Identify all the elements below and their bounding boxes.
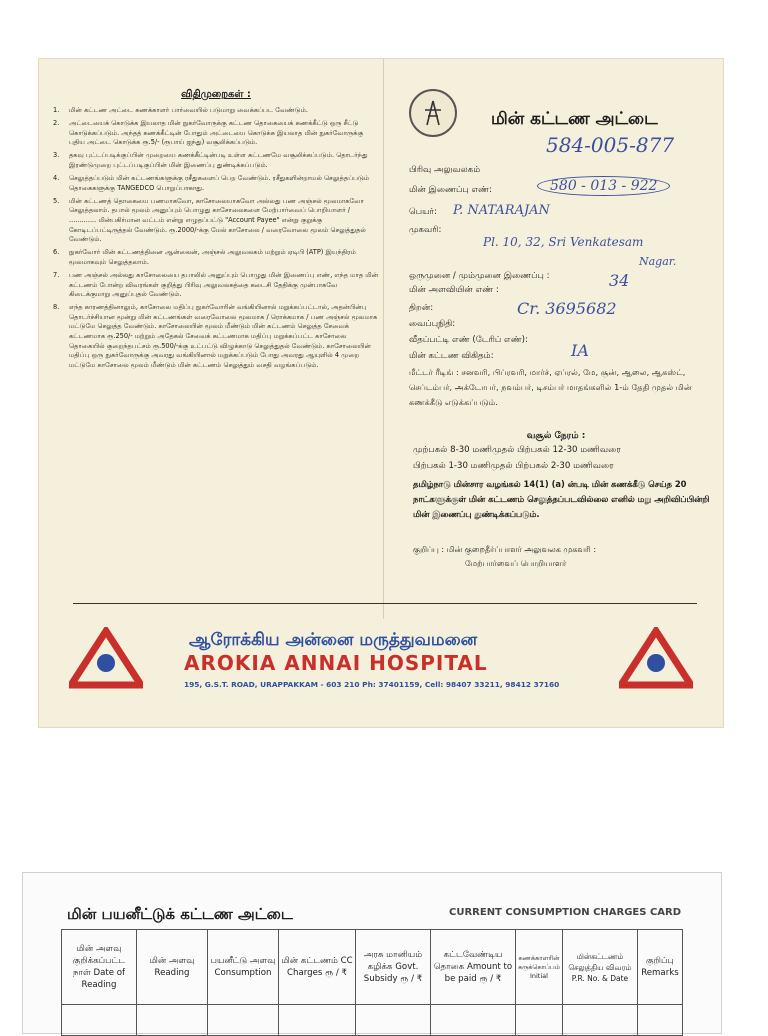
connection-number-handwritten: 580 - 013 - 922 [537,176,670,196]
card-title: மின் கட்டண அட்டை [491,109,658,129]
column-header: மின்கட்டணம் செலுத்திய விவரம் P.R. No. & Date [562,930,637,1005]
collection-hours-line-1: முற்பகல் 8-30 மணிமுதல் பிற்பகல் 12-30 மணிவரை [413,445,621,455]
collection-hours-line-2: பிற்பகல் 1-30 மணிமுதல் பிற்பகல் 2-30 மணிவரை [413,461,614,471]
rule-item: 8. எந்த காரணத்தினாலும், காசோலை மதிப்பு நுகர்வோரின் வங்கியினால் மறுக்கப்பட்டால், அதன்பின்பு தொடர்ச்சியான மூன்று மின் கட்டணங்கள் வரைவோலை மூலமாக / ரொக்கமாக / பண அஞ்சல் மூலமாக மட்டுமே செலுத்த வேண்டும். காசோலையின் மூலம் மீண்டும் மின் கட்டணம் செலுத்த சேவைக் கட்டணமாக ரூ.250/- மற்றும் அதேகல் சேவைக் கட்டணமாக மதிப்பு மறுக்கப்பட்ட காசோலை தொகையில் குறைந்தபட்சம் ரூ.500/-க்கு உட்பட்டு விழுக்காடு செலுத்துதல் வேண்டும். காசோலையின் மதிப்பு ஒரு நுகர்வோருக்கு அவரது வங்கியினால் மறுக்கப்படும் போது அவரது ஆயுளில் 4 முறை மட்டுமே காசோலை மூலம் மீண்டும் மின் கட்டணம் செலுத்தும் வசதி வழங்கப்படும். [53,303,378,369]
connection-number-label: மின் இணைப்பு எண்: [409,185,493,195]
column-header: பயனீட்டு அளவு Consumption [208,930,279,1005]
rule-item: 5. மின் கட்டணத் தொகையை பணமாகவோ, காசோலையாகவோ அல்லது பண அஞ்சல் மூலமாகவோ செலுத்தலாம். தபால் மூலம் அனுப்பும் பொழுது காசோலைகளை மேற்பார்வைப் பொறியாளர் / ............. மின்பகிர்மான வட்டம் என்று எழுதப்பட்டு "Account Payee" என்று குறுக்கு கோடிடப்பட்டிருத்தல் வேண்டும். ரூ.2000/-க்கு மேல் காசோலை / வரைவோலை மூலம் செலுத்துதல் வேண்டும். [53,196,366,244]
rule-item: 4. செலுத்தப்படும் மின் கட்டணங்களுக்கு ரசீதுகளைப் பெற வேண்டும். ரசீதுகளின்றாமல் செலுத்தப்படும் தொகைகளுக்கு TANGEDCO பொறுப்பாகாது. [53,174,370,192]
name-label: பெயர்: [409,207,437,217]
rules-list [53,106,379,370]
rule-item: 7. பண அஞ்சல் அல்லது காசோலையை தபாலில் அனுப்பும் பொழுது மின் இணைப்பு எண், எந்த மாத மின் கட்டணம் போன்ற விவரங்கள் குறித்து பிரிவு அலுவலகத்தை கடைசி தேதிக்கு முன்பாகவே கிடைக்குமாறு அனுப்புதல் வேண்டும். [53,270,379,299]
disconnection-notice: தமிழ்நாடு மின்சார வழங்கல் 14(1) (a) ன்படி மின் கணக்கீடு செய்த 20 நாட்களுக்குள் மின் கட்டணம் செலுத்தப்படவில்லை எனில் மறு அறிவிப்பின்றி மின் இணைப்பு துண்டிக்கப்படும். [413,479,710,519]
column-header: கட்டவேண்டிய தொகை Amount to be paid ரூ / ₹ [431,930,516,1005]
meter-number-handwritten: 34 [609,271,630,290]
address-handwritten-line-2: Nagar. [639,255,677,268]
meter-number-label: மின் அளவியின் எண் : [409,285,499,295]
phase-label: ஒருமுனை / மும்முனை இணைப்பு : [409,271,550,281]
table-header-row [62,930,683,1005]
column-header: அரசு மானியம் கழிக்க Govt. Subsidy ரூ / ₹ [356,930,431,1005]
tangedco-logo-icon [409,89,457,137]
charges-table [61,929,683,1036]
column-header: மின் அளவு Reading [137,930,208,1005]
column-header: மின் அளவு குறிக்கப்பட்ட நாள் Date of Reading [62,930,137,1005]
name-handwritten: P. NATARAJAN [453,203,550,218]
table-row [62,1005,683,1036]
charges-card-title-tamil: மின் பயனீட்டுக் கட்டண அட்டை [67,905,293,923]
card-fold [383,59,384,619]
tariff-handwritten: IA [571,341,589,360]
rules-panel [53,89,379,374]
rules-title: விதிமுறைகள் : [181,89,251,100]
hospital-name-english: AROKIA ANNAI HOSPITAL [184,651,488,675]
address-handwritten-line-1: Pl. 10, 32, Sri Venkatesam [483,235,644,249]
tariff-label: மின் கட்டண விகிதம்: [409,351,494,361]
grievance-contact: குறிப்பு : மின் குறைதீர்ப்பாளர் அலுவலக முகவரி : மேற்பார்வைப் பொறியாளர் [413,545,597,568]
meter-reading-months-note: மீட்டர் ரீடிங் : சனவரி, பிப்ரவரி, மார்ச், ஏப்ரல், மே, சூன், ஆலை, ஆகஸ்ட், செப்டம்பர், அக்டோபர், நவம்பர், டிசம்பர் மாதங்களில் 1-ம் தேதி முதல் மின் கணக்கீடு எடுக்கப்படும். [409,367,692,407]
hospital-logo-icon [69,627,143,691]
divider-line [73,603,697,604]
card-number-handwritten: 584-005-877 [546,133,675,157]
capacity-label: திறன்: [409,303,434,313]
address-label: முகவரி: [409,225,442,235]
collection-hours-title: வசூல் நேரம் : [526,431,586,441]
electricity-card [38,58,724,728]
column-header: மின் கட்டணம் CC Charges ரூ / ₹ [279,930,356,1005]
column-header: கணக்காளரின் சுருக்கொப்பம் Initial [516,930,563,1005]
rule-item: 1. மின் கட்டண அட்டை கணக்காளர் பார்வையில் படுமாறு வைக்கப்பட வேண்டும். [53,106,308,114]
street-number-label: வீதப்பட்டி எண் (டேரிப் எண்): [409,335,528,345]
hospital-name-tamil: ஆரோக்கிய அன்னை மருத்துவமனை [189,630,478,650]
hospital-address: 195, G.S.T. ROAD, URAPPAKKAM - 603 210 Ph: 37401159, Cell: 98407 33211, 98412 37160 [184,680,560,689]
transmission-tower-icon [418,98,448,128]
section-office-label: பிரிவு அலுவலகம் [409,165,481,175]
consumption-charges-card [22,872,722,1034]
hospital-logo-icon [619,627,693,691]
column-header: குறிப்பு Remarks [637,930,682,1005]
charges-card-title-english: CURRENT CONSUMPTION CHARGES CARD [449,907,682,918]
capacity-handwritten: Cr. 3695682 [517,299,617,318]
deposit-label: வைப்புநிதி: [409,319,456,329]
rule-item: 3. தகவு புட்டப்படிக்குப்பின் முறையை கணக்கீட்டின்படி உள்ள கட்டணமே வசூலிக்கப்படும். தொடர்ந்து இரண்டுமுறை புட்டப்படிகுப்பின் மின் இணைப்பு துண்டிக்கப்படும். [53,151,368,169]
rule-item: 2. அட்டையைக் கொடுக்க இயலாத மின் நுகர்வோருக்கு கட்டண தொகையைக் கணக்கீட்டு ஒரு சீட்டு கொடுக்கப்படும். அந்தத் கணக்கீட்டின் போதும் அட்டையை கொடுக்க இயலாத மின் நுகர்வோருக்கு புதிய அட்டை கொடுக்க ரூ.5/- (ரூபாய் ஐந்து) வசூலிக்கப்படும். [53,119,364,147]
rule-item: 6. நுகர்வோர் மின் கட்டணத்தினை ஆன்லைன், அஞ்சல் அலுவலகம் மற்றும் ஏடிபி (ATP) இயந்திரம் மூலமாகவும் செலுத்தலாம். [53,248,356,266]
